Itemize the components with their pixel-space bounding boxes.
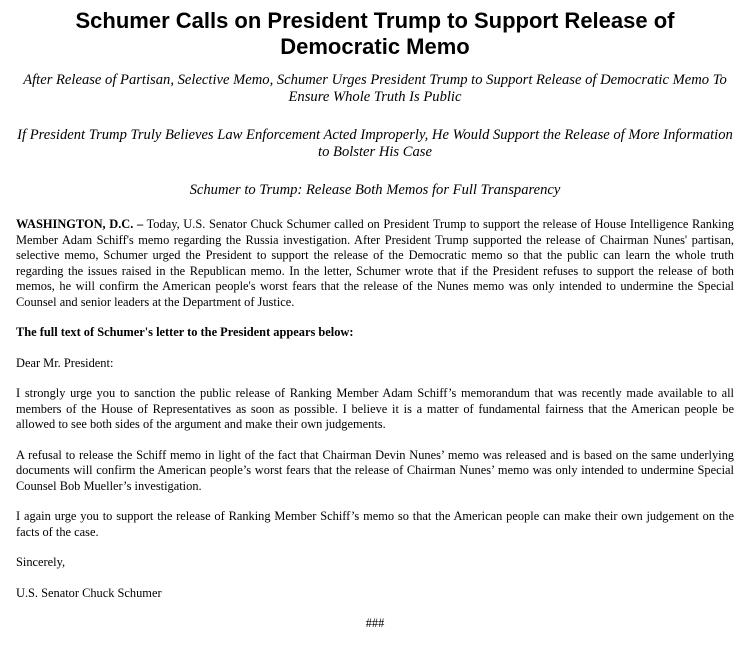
signature: U.S. Senator Chuck Schumer: [16, 585, 162, 600]
closing: Sincerely,: [16, 555, 66, 569]
letter-paragraph-3: I again urge you to support the release of Ranking Member Schiff’s memo so that the American people can make their own judgement on the facts of the case.: [16, 509, 734, 539]
subheading-3: Schumer to Trump: Release Both Memos for Full Transparency: [189, 182, 561, 198]
document-title: Schumer Calls on President Trump to Support Release of Democratic Memo: [75, 8, 675, 59]
letter-paragraph-2: A refusal to release the Schiff memo in light of the fact that Chairman Devin Nunes’ memo was released and is based on the same underlying documents will confirm the American people’s worst fears that the release of Chairman Nunes’ memo was only intended to undermine Special Counsel Bob Mueller’s investigation.: [16, 447, 734, 493]
subheading-2: If President Trump Truly Believes Law Enforcement Acted Improperly, He Would Support the Release of More Information to Bolster His Case: [17, 127, 733, 160]
salutation: Dear Mr. President:: [16, 355, 114, 370]
dateline: WASHINGTON, D.C. –: [16, 217, 144, 231]
intro-paragraph: [16, 217, 734, 310]
letter-heading: The full text of Schumer's letter to the President appears below:: [16, 325, 354, 339]
subheading-1: After Release of Partisan, Selective Memo, Schumer Urges President Trump to Support Release of Democratic Memo To Ensure Whole Truth Is Public: [23, 72, 727, 105]
end-mark: ###: [365, 616, 385, 630]
letter-paragraph-1: I strongly urge you to sanction the public release of Ranking Member Adam Schiff’s memorandum that was recently made available to all members of the House of Representatives as soon as possible. I believe it is a matter of fundamental fairness that the American people be allowed to see both sides of the argument and make their own judgements.: [16, 386, 734, 431]
intro-text: Today, U.S. Senator Chuck Schumer called on President Trump to support the release of House Intelligence Ranking Member Adam Schiff's memo regarding the Russia investigation. After President Trump supported the release of Chairman Nunes' partisan, selective memo, Schumer urged the President to support the release of the Democratic memo so that the public can learn the whole truth regarding the issues raised in the Republican memo. In the letter, Schumer wrote that if the President refuses to support the release of both memos, he will confirm the American people's worst fears that the release of the Nunes memo was only intended to undermine the Special Counsel and senior leaders at the Department of Justice.: [16, 217, 735, 309]
